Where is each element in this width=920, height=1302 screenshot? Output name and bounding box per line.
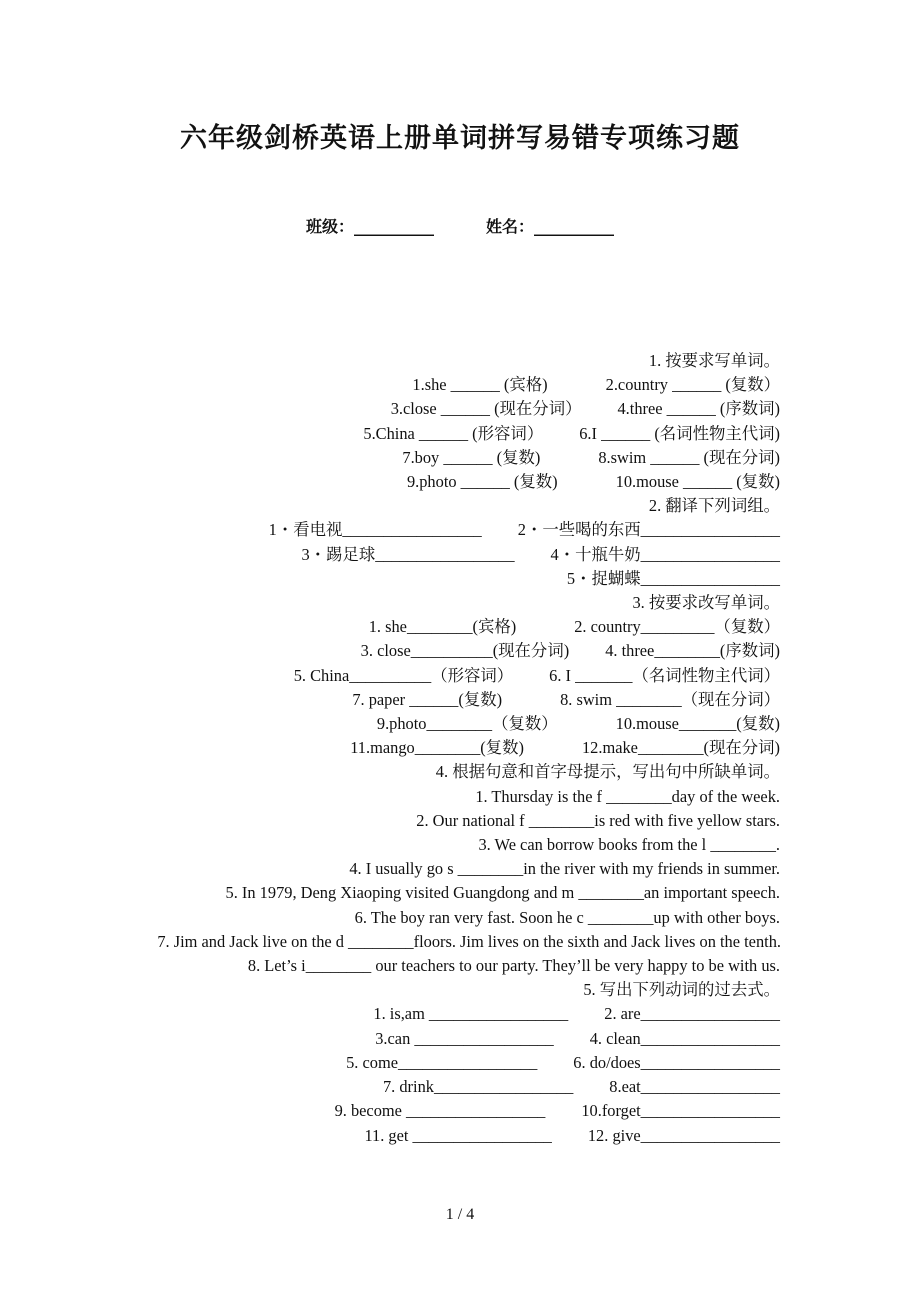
sentence-item[interactable]: 8. Let’s i________ our teachers to our party. They’ll be very happy to be with us. [247, 956, 780, 976]
exercise-content [130, 349, 780, 1148]
question[interactable]: 10.mouse_______(复数) [615, 714, 780, 734]
question-row [130, 712, 780, 736]
question[interactable]: 10.forget_________________ [581, 1101, 780, 1121]
question-row [130, 518, 780, 542]
student-info [0, 214, 920, 237]
question[interactable]: 8. swim ________（现在分词） [560, 689, 780, 709]
question[interactable]: 11. get _________________ [364, 1125, 552, 1145]
class-field[interactable]: 班级：__________ [305, 217, 434, 236]
question[interactable]: 1. is,am _________________ [373, 1004, 569, 1024]
question[interactable]: 1. she________(宾格) [368, 617, 517, 637]
question-row [130, 688, 780, 712]
question[interactable]: 7. paper ______(复数) [352, 689, 503, 709]
section-3-heading: 3. 按要求改写单词。 [632, 593, 780, 613]
sentence-item[interactable]: 6. The boy ran very fast. Soon he c ________up with other boys. [354, 907, 780, 927]
question-row [130, 397, 780, 421]
question[interactable]: 8.swim ______ (现在分词) [598, 447, 780, 467]
question[interactable]: 5. China__________（形容词） [293, 665, 514, 685]
question-row [130, 615, 780, 639]
question[interactable]: 1.she ______ (宾格) [412, 375, 548, 395]
question[interactable]: 9. become _________________ [334, 1101, 546, 1121]
question-row [130, 1027, 780, 1051]
question[interactable]: 2. are_________________ [604, 1004, 780, 1024]
question-row [130, 1075, 780, 1099]
question[interactable]: 6.I ______ (名词性物主代词) [579, 423, 780, 443]
section-1-heading: 1. 按要求写单词。 [648, 351, 780, 370]
question[interactable]: 2. country_________（复数） [574, 617, 780, 637]
question[interactable]: 4.three ______ (序数词) [617, 399, 780, 419]
question[interactable]: 5.China ______ (形容词） [363, 423, 544, 443]
question-row [130, 639, 780, 663]
question-row [130, 664, 780, 688]
section-4-heading: 4. 根据句意和首字母提示，写出句中所缺单词。 [435, 762, 780, 782]
question[interactable]: 12.make________(现在分词) [581, 738, 780, 758]
question[interactable]: 5. come_________________ [346, 1052, 538, 1072]
question[interactable]: 5・捉蝴蝶_________________ [566, 568, 780, 588]
question[interactable]: 2・一些喝的东西_________________ [517, 520, 780, 540]
document-title: 六年级剑桥英语上册单词拼写易错专项练习题 [180, 123, 740, 154]
question[interactable]: 6. do/does_________________ [573, 1052, 780, 1072]
question[interactable]: 3.can _________________ [375, 1028, 554, 1048]
question[interactable]: 7. drink_________________ [382, 1077, 574, 1097]
section-5-heading: 5. 写出下列动词的过去式。 [583, 980, 780, 1000]
name-field[interactable]: 姓名：__________ [486, 217, 615, 236]
question-row [130, 543, 780, 567]
sentence-item[interactable]: 7. Jim and Jack live on the d ________floors. Jim lives on the sixth and Jack lives on the tenth. [157, 931, 781, 951]
question[interactable]: 7.boy ______ (复数) [402, 447, 541, 467]
question[interactable]: 6. I _______（名词性物主代词） [549, 665, 780, 685]
question-row [130, 373, 780, 397]
question[interactable]: 1・看电视_________________ [268, 520, 482, 540]
question[interactable]: 3.close ______ (现在分词） [390, 399, 582, 419]
question[interactable]: 12. give_________________ [587, 1125, 780, 1145]
question[interactable]: 4・十瓶牛奶_________________ [550, 544, 780, 564]
sentence-item[interactable]: 5. In 1979, Deng Xiaoping visited Guangdong and m ________an important speech. [225, 883, 780, 903]
section-2-heading: 2. 翻译下列词组。 [648, 496, 780, 516]
sentence-item[interactable]: 1. Thursday is the f ________day of the week. [475, 786, 780, 806]
question-row [130, 1002, 780, 1026]
page-number: 1 / 4 [445, 1206, 475, 1223]
sentence-item[interactable]: 2. Our national f ________is red with five yellow stars. [416, 810, 780, 830]
question[interactable]: 9.photo ______ (复数) [406, 472, 558, 492]
question[interactable]: 4. clean_________________ [589, 1028, 780, 1048]
sentence-item[interactable]: 4. I usually go s ________in the river with my friends in summer. [349, 859, 780, 879]
question-row [130, 470, 780, 494]
question[interactable]: 3・踢足球_________________ [301, 544, 515, 564]
question[interactable]: 8.eat_________________ [609, 1077, 780, 1097]
question[interactable]: 4. three________(序数词) [605, 641, 780, 661]
question-row [130, 1124, 780, 1148]
question-row [130, 1099, 780, 1123]
question[interactable]: 10.mouse ______ (复数) [615, 472, 780, 492]
question-row [130, 422, 780, 446]
question-row [130, 446, 780, 470]
question-row [130, 567, 780, 591]
question-row [130, 736, 780, 760]
question[interactable]: 2.country ______ (复数） [605, 375, 780, 395]
question[interactable]: 11.mango________(复数) [350, 738, 524, 758]
question-row [130, 1051, 780, 1075]
question[interactable]: 3. close__________(现在分词) [360, 641, 570, 661]
question[interactable]: 9.photo________（复数） [376, 714, 558, 734]
sentence-item[interactable]: 3. We can borrow books from the l ________. [478, 835, 780, 855]
